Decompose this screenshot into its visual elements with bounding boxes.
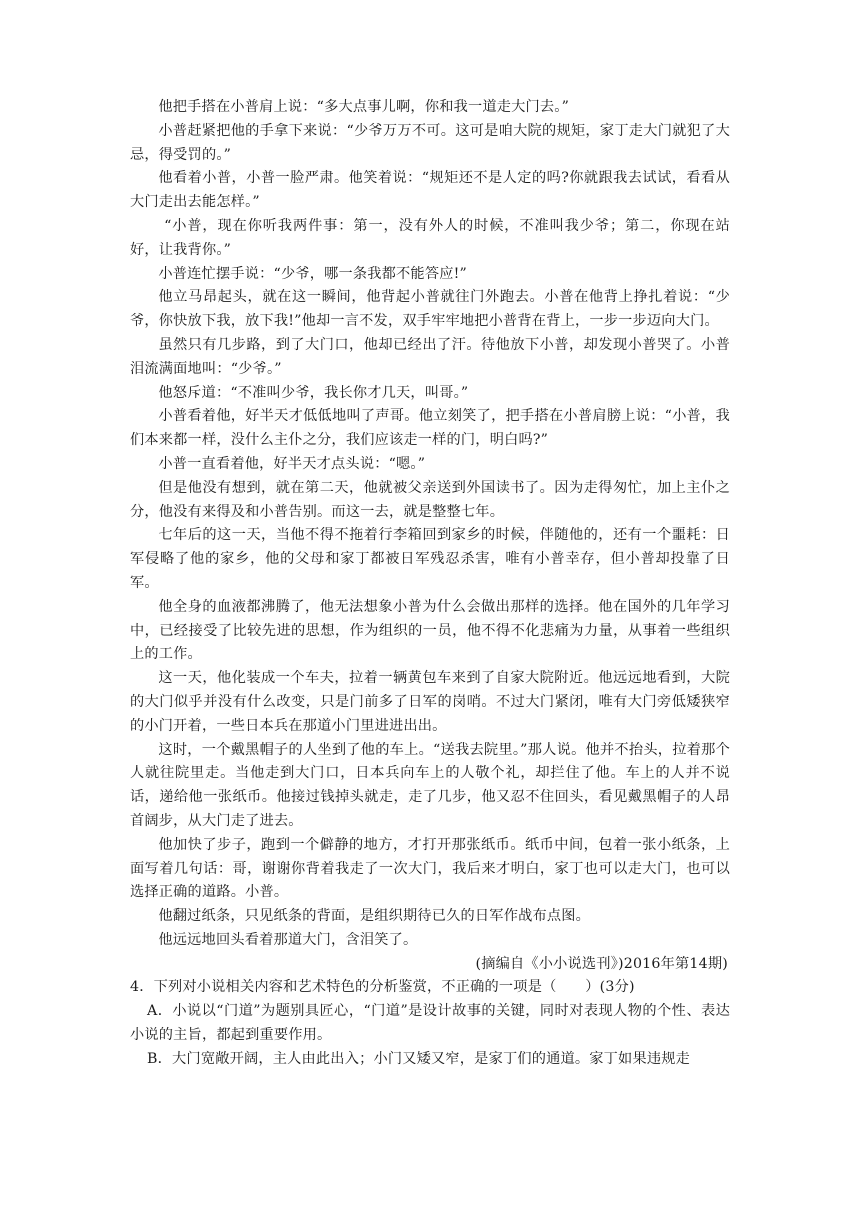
source-citation: (摘编自《小小说选刊》)2016年第14期): [475, 955, 728, 972]
question-stem: 4．下列对小说相关内容和艺术特色的分析鉴赏，不正确的一项是（ ）(3分): [130, 979, 635, 996]
story-paragraph: 但是他没有想到，就在第二天，他就被父亲送到外国读书了。因为走得匆忙，加上主仆之分，他没有来得及和小普告别。而这一去，就是整整七年。: [130, 479, 730, 520]
story-paragraph: 他加快了步子，跑到一个僻静的地方，才打开那张纸币。纸币中间，包着一张小纸条，上面写着几句话：哥，谢谢你背着我走了一次大门，我后来才明白，家丁也可以走大门，也可以选择正确的道路。小普。: [130, 836, 730, 901]
story-paragraph: 七年后的这一天，当他不得不拖着行李箱回到家乡的时候，伴随他的，还有一个噩耗：日军侵略了他的家乡，他的父母和家丁都被日军残忍杀害，唯有小普幸存，但小普却投靠了日军。: [130, 527, 730, 591]
story-paragraph: 他远远地回头看着那道大门，含泪笑了。: [158, 931, 418, 948]
story-paragraph: 小普一直看着他，好半天才点头说：“嗯。”: [158, 455, 426, 472]
story-paragraph: 这时，一个戴黑帽子的人坐到了他的车上。“送我去院里。”那人说。他并不抬头，拉着那个人就往院里走。当他走到大门口，日本兵向车上的人敬个礼，却拦住了他。车上的人并不说话，递给他一张纸币。他接过钱掉头就走，走了几步，他又忍不住回头，看见戴黑帽子的人昂首阔步，从大门走了进去。: [130, 741, 730, 829]
story-paragraph: “小普，现在你听我两件事：第一，没有外人的时候，不准叫我少爷；第二，你现在站好，让我背你。”: [130, 217, 730, 258]
story-paragraph: 他全身的血液都沸腾了，他无法想象小普为什么会做出那样的选择。他在国外的几年学习中，已经接受了比较先进的思想，作为组织的一员，他不得不化悲痛为力量，从事着一些组织上的工作。: [130, 598, 730, 663]
story-paragraph: 他翻过纸条，只见纸条的背面，是组织期待已久的日军作战布点图。: [158, 908, 591, 925]
story-paragraph: 小普赶紧把他的手拿下来说：“少爷万万不可。这可是咱大院的规矩，家丁走大门就犯了大忌，得受罚的。”: [130, 122, 730, 163]
story-paragraph: 他立马昂起头，就在这一瞬间，他背起小普就往门外跑去。小普在他背上挣扎着说：“少爷，你快放下我，放下我!”他却一言不发，双手牢牢地把小普背在背上，一步一步迈向大门。: [130, 289, 730, 330]
story-paragraph: 虽然只有几步路，到了大门口，他却已经出了汗。待他放下小普，却发现小普哭了。小普泪流满面地叫：“少爷。”: [130, 336, 730, 377]
story-paragraph: 这一天，他化装成一个车夫，拉着一辆黄包车来到了自家大院附近。他远远地看到，大院的大门似乎并没有什么改变，只是门前多了日军的岗哨。不过大门紧闭，唯有大门旁低矮狭窄的小门开着，一些日本兵在那道小门里进进出出。: [130, 670, 730, 734]
answer-option-a: A．小说以“门道”为题别具匠心，“门道”是设计故事的关键，同时对表现人物的个性、表达小说的主旨，都起到重要作用。: [130, 1003, 730, 1044]
story-paragraph: 小普连忙摆手说：“少爷，哪一条我都不能答应!”: [158, 265, 467, 282]
story-paragraph: 他看着小普，小普一脸严肃。他笑着说：“规矩还不是人定的吗?你就跟我去试试，看看从大门走出去能怎样。”: [130, 170, 730, 211]
story-paragraph: 他把手搭在小普肩上说：“多大点事儿啊，你和我一道走大门去。”: [158, 99, 570, 115]
story-paragraph: 他怒斥道：“不准叫少爷，我长你才几天，叫哥。”: [158, 384, 469, 401]
document-page: [130, 96, 730, 1072]
answer-option-b: B．大门宽敞开阔，主人由此出入；小门又矮又窄，是家丁们的通道。家丁如果违规走: [147, 1050, 690, 1067]
story-paragraph: 小普看着他，好半天才低低地叫了声哥。他立刻笑了，把手搭在小普肩膀上说：“小普，我们本来都一样，没什么主仆之分，我们应该走一样的门，明白吗?”: [130, 408, 730, 449]
